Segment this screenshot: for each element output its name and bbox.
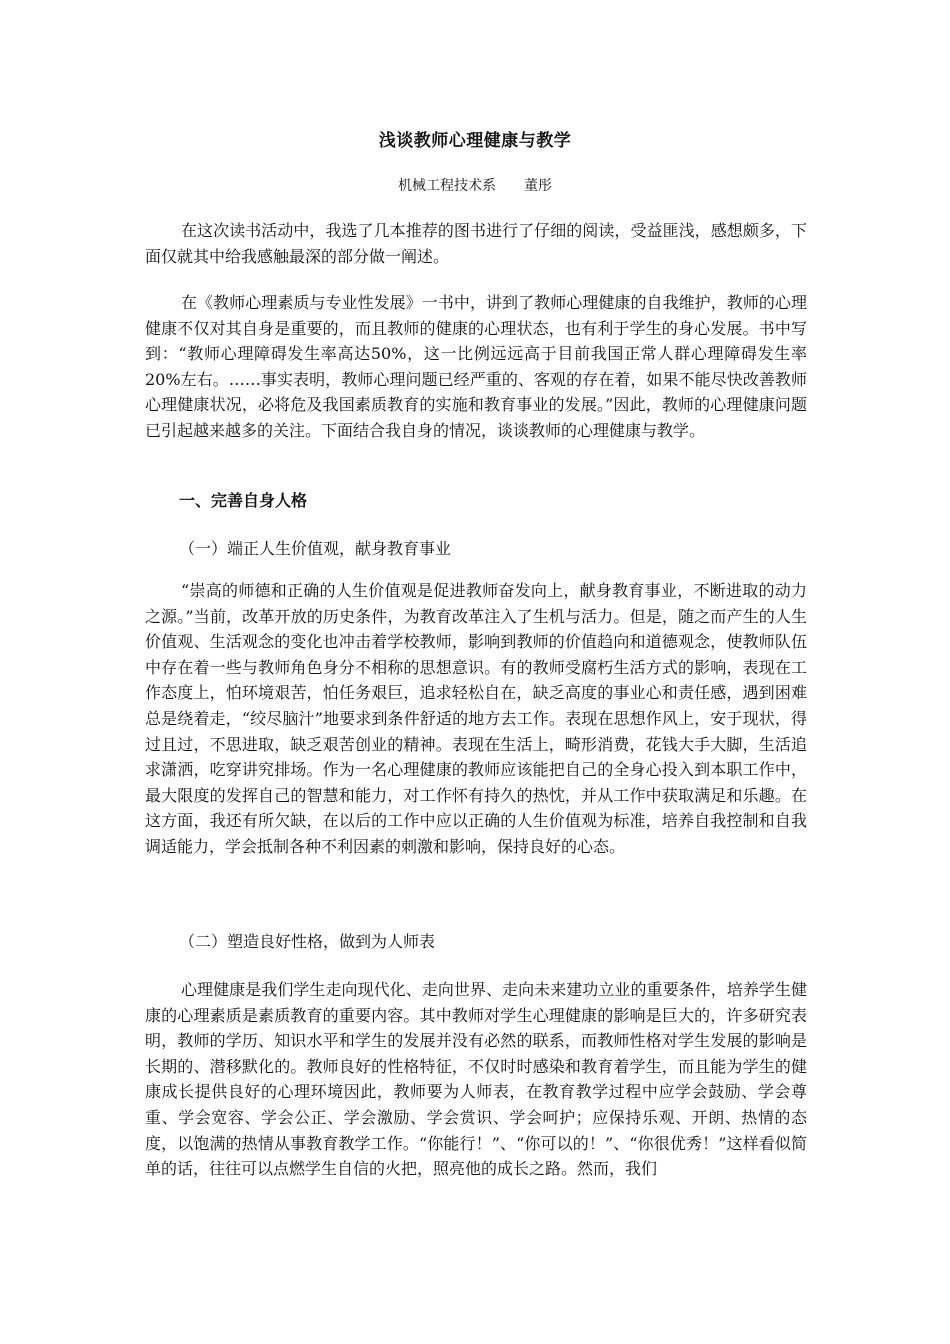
byline [0,175,950,195]
intro-paragraph: 在这次读书活动中，我选了几本推荐的图书进行了仔细的阅读，受益匪浅，感想颇多，下面仅就其中给我感触最深的部分做一阐述。 [145,221,807,266]
subsection-heading-1: （一）端正人生价值观，献身教育事业 [179,539,452,558]
department-name: 机械工程技术系 [398,178,496,194]
document-title: 浅谈教师心理健康与教学 [378,131,572,151]
subsection-heading-2: （二）塑造良好性格，做到为人师表 [179,932,436,951]
values-paragraph: “崇高的师德和正确的人生价值观是促进教师奋发向上，献身教育事业，不断进取的动力之源。”当前，改革开放的历史条件，为教育改革注入了生机与活力。但是，随之而产生的人生价值观、生活观念的变化也冲击着学校教师，影响到教师的价值趋向和道德观念，使教师队伍中存在着一些与教师角色身分不相称的思想意识。有的教师受腐朽生活方式的影响，表现在工作态度上，怕环境艰苦，怕任务艰巨，追求轻松自在，缺乏高度的事业心和责任感，遇到困难总是绕着走，“绞尽脑汁”地要求到条件舒适的地方去工作。表现在思想作风上，安于现状，得过且过，不思进取，缺乏艰苦创业的精神。表现在生活上，畸形消费，花钱大手大脚，生活追求潇洒，吃穿讲究排场。作为一名心理健康的教师应该能把自己的全身心投入到本职工作中，最大限度的发挥自己的智慧和能力，对工作怀有持久的热忱，并从工作中获取满足和乐趣。在这方面，我还有所欠缺，在以后的工作中应以正确的人生价值观为标准，培养自我控制和自我调适能力，学会抵制各种不利因素的刺激和影响，保持良好的心态。 [145,581,807,856]
background-paragraph: 在《教师心理素质与专业性发展》一书中，讲到了教师心理健康的自我维护，教师的心理健康不仅对其自身是重要的，而且教师的健康的心理状态，也有利于学生的身心发展。书中写到：“教师心理障碍发生率高达50%，这一比例远远高于目前我国正常人群心理障碍发生率20%左右。……事实表明，教师心理问题已经严重的、客观的存在着，如果不能尽快改善教师心理健康状况，必将危及我国素质教育的实施和教育事业的发展。”因此，教师的心理健康问题已引起越来越多的关注。下面结合我自身的情况，谈谈教师的心理健康与教学。 [145,293,807,440]
author-name: 董彤 [524,178,552,194]
section-heading: 一、完善自身人格 [179,491,308,510]
character-paragraph: 心理健康是我们学生走向现代化、走向世界、走向未来建功立业的重要条件，培养学生健康的心理素质是素质教育的重要内容。其中教师对学生心理健康的影响是巨大的，许多研究表明，教师的学历、知识水平和学生的发展并没有必然的联系，而教师性格对学生发展的影响是长期的、潜移默化的。教师良好的性格特征，不仅时时感染和教育着学生，而且能为学生的健康成长提供良好的心理环境因此，教师要为人师表，在教育教学过程中应学会鼓励、学会尊重、学会宽容、学会公正、学会激励、学会赏识、学会呵护；应保持乐观、开朗、热情的态度，以饱满的热情从事教育教学工作。“你能行！”、“你可以的！”、“你很优秀！”这样看似简单的话，往往可以点燃学生自信的火把，照亮他的成长之路。然而，我们 [145,980,807,1179]
